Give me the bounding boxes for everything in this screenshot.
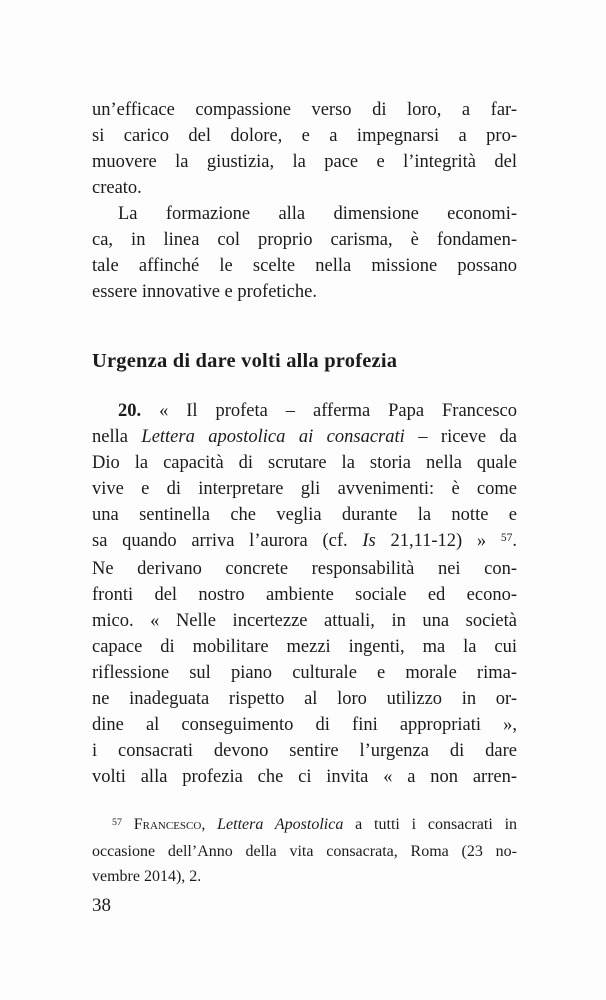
text-line: Ne derivano concrete responsabilità nei con-: [92, 559, 517, 579]
text-line: riflessione sul piano culturale e morale rima-: [92, 663, 517, 683]
text-line: vive e di interpretare gli avvenimenti: è come: [92, 479, 517, 499]
text-line: si carico del dolore, e a impegnarsi a pro-: [92, 126, 517, 146]
text-line: dine al conseguimento di fini appropriati »,: [92, 715, 517, 735]
text-line: La formazione alla dimensione economi-: [118, 204, 517, 224]
text-line: muovere la giustizia, la pace e l’integrità del: [92, 152, 517, 172]
text-run-i: Is: [362, 531, 376, 551]
text-run-sup: 57: [112, 816, 122, 828]
paragraph-compassione: [92, 97, 517, 201]
text-line: volti alla profezia che ci invita « a non arren-: [92, 767, 517, 787]
text-line: creato.: [92, 178, 142, 198]
text-line: una sentinella che veglia durante la notte e: [92, 505, 517, 525]
text-line: mico. « Nelle incertezze attuali, in una società: [92, 611, 517, 631]
paragraph-20-profeta: [92, 398, 517, 790]
text-run-sc: Francesco: [133, 816, 202, 833]
text-line: sa quando arriva l’aurora (cf. Is 21,11-12) » $^{57}$.: [92, 531, 517, 551]
text-run-b: 20.: [118, 401, 142, 421]
text-line: nella Lettera apostolica ai consacrati – riceve da: [92, 427, 518, 447]
text-line: capace di mobilitare mezzi ingenti, ma la cui: [92, 637, 517, 657]
text-line: tale affinché le scelte nella missione possano: [92, 256, 517, 276]
footnote-57: [92, 812, 517, 889]
text-run-i: Lettera apostolica ai consacrati: [141, 427, 405, 447]
text-line: un’efficace compassione verso di loro, a far-: [92, 100, 517, 120]
section-heading-block: [92, 348, 517, 374]
text-line: essere innovative e profetiche.: [92, 282, 317, 302]
text-run-i: Lettera Apostolica: [217, 816, 344, 833]
text-line: Dio la capacità di scrutare la storia nella quale: [92, 453, 517, 473]
text-run-sup: 57: [500, 531, 513, 544]
text-line: occasione dell’Anno della vita consacrata, Roma (23 no-: [92, 843, 517, 860]
text-line: fronti del nostro ambiente sociale ed econo-: [92, 585, 517, 605]
text-line: ne inadeguata rispetto al loro utilizzo in or-: [92, 689, 517, 709]
text-line: i consacrati devono sentire l’urgenza di dare: [92, 741, 517, 761]
text-line: ca, in linea col proprio carisma, è fondamen-: [92, 230, 517, 250]
page-number: 38: [92, 895, 111, 916]
text-line: 20. « Il profeta – afferma Papa Francesco: [118, 401, 517, 421]
text-line: $^{57}$ Francesco, Lettera Apostolica a tutti i consacrati in: [112, 816, 518, 833]
paragraph-formazione: [92, 201, 517, 305]
section-heading: Urgenza di dare volti alla profezia: [92, 350, 398, 372]
text-line: vembre 2014), 2.: [92, 868, 202, 885]
